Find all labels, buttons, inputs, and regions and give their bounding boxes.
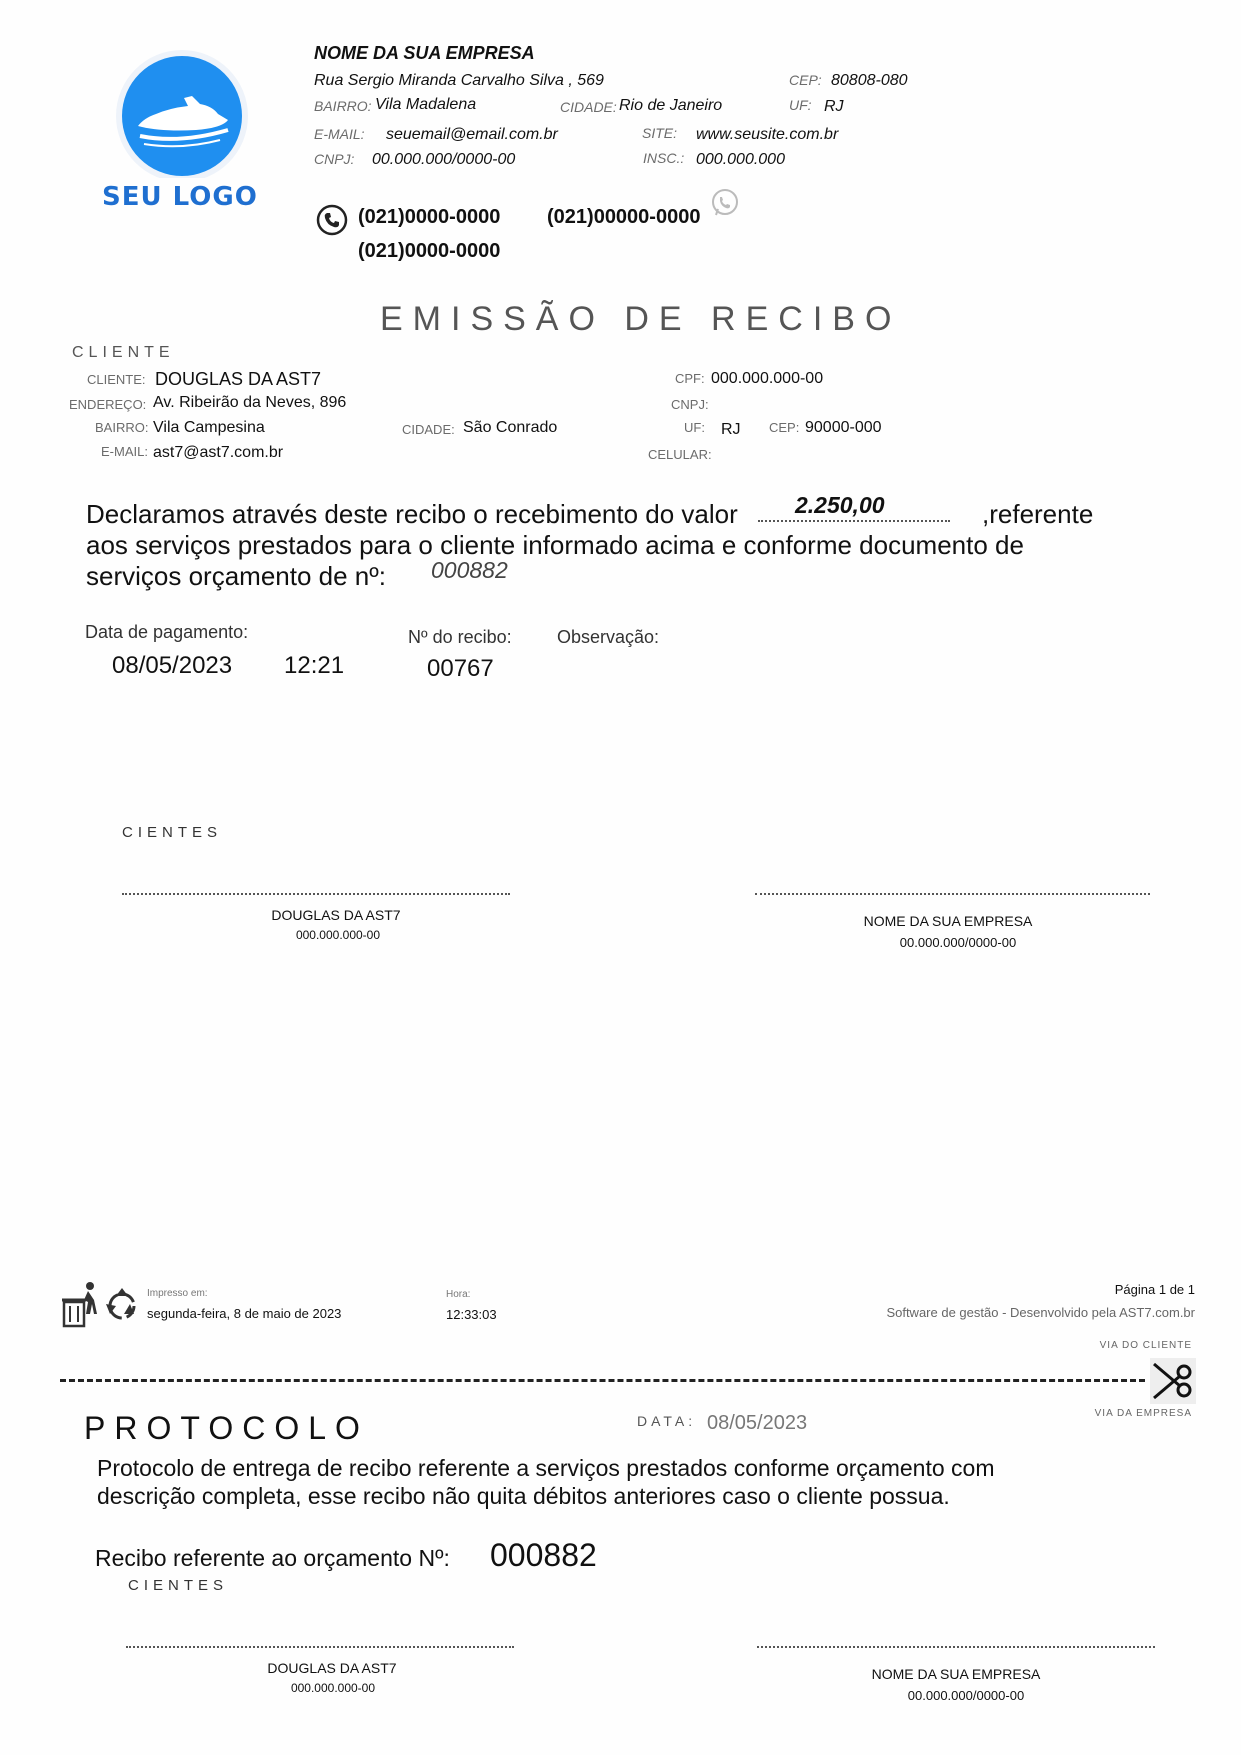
printed-label: Impresso em: <box>147 1288 208 1299</box>
client-uf-label: UF: <box>684 420 705 435</box>
protocol-client-signature-line <box>126 1646 514 1648</box>
receipt-number: 00767 <box>427 655 494 682</box>
declaration-line2: aos serviços prestados para o cliente informado acima e conforme documento de <box>86 530 1024 560</box>
whatsapp-icon <box>710 188 740 218</box>
company-cidade: Rio de Janeiro <box>619 97 723 114</box>
client-name-label: CLIENTE: <box>87 372 146 387</box>
company-email: seuemail@email.com.br <box>386 126 558 143</box>
client-cnpj-label: CNPJ: <box>671 397 709 412</box>
protocol-text-line2: descrição completa, esse recibo não quita débitos anteriores caso o cliente possua. <box>97 1483 950 1509</box>
client-signature-name: DOUGLAS DA AST7 <box>271 907 401 923</box>
client-section-label: CLIENTE <box>72 344 175 361</box>
protocol-date: 08/05/2023 <box>707 1412 808 1434</box>
company-cep: 80808-080 <box>831 72 908 89</box>
client-cep-label: CEP: <box>769 420 800 435</box>
payment-date: 08/05/2023 <box>112 652 233 679</box>
phone-2: (021)00000-0000 <box>547 206 701 228</box>
client-cep: 90000-000 <box>805 419 882 436</box>
company-bairro-label: BAIRRO: <box>314 98 372 114</box>
receipt-number-label: Nº do recibo: <box>408 627 512 647</box>
client-cidade-label: CIDADE: <box>402 422 455 437</box>
declaration-orcamento: 000882 <box>431 557 508 583</box>
client-address: Av. Ribeirão da Neves, 896 <box>153 394 347 411</box>
company-site-label: SITE: <box>642 125 678 141</box>
trash-recycle-icon <box>60 1280 142 1330</box>
observation-label: Observação: <box>557 627 660 647</box>
protocol-orc-label: Recibo referente ao orçamento Nº: <box>95 1545 450 1571</box>
page-indicator: Página 1 de 1 <box>1114 1282 1195 1297</box>
payment-time: 12:21 <box>284 652 345 679</box>
company-site: www.seusite.com.br <box>696 126 839 143</box>
logo-text: SEU LOGO <box>102 182 258 212</box>
phone-1: (021)0000-0000 <box>358 206 501 228</box>
client-signature-line <box>122 893 510 895</box>
company-address: Rua Sergio Miranda Carvalho Silva , 569 <box>314 72 604 89</box>
protocol-company-name: NOME DA SUA EMPRESA <box>871 1666 1041 1682</box>
cientes-label: CIENTES <box>122 824 223 841</box>
company-logo <box>100 48 260 228</box>
scissors-icon <box>1150 1358 1196 1404</box>
company-cep-label: CEP: <box>789 72 822 88</box>
protocol-client-doc: 000.000.000-00 <box>290 1681 376 1695</box>
company-bairro: Vila Madalena <box>375 96 477 113</box>
declaration-referente: ,referente <box>982 499 1094 529</box>
client-cidade: São Conrado <box>463 419 558 436</box>
company-signature-doc: 00.000.000/0000-00 <box>899 935 1017 950</box>
payment-date-label: Data de pagamento: <box>85 622 249 642</box>
cut-line <box>60 1379 1145 1382</box>
company-name: NOME DA SUA EMPRESA <box>314 43 535 63</box>
protocol-date-label: DATA: <box>637 1413 697 1429</box>
company-uf: RJ <box>824 98 844 115</box>
phone-icon <box>316 204 348 236</box>
client-bairro: Vila Campesina <box>153 419 265 436</box>
protocol-client-name: DOUGLAS DA AST7 <box>267 1660 397 1676</box>
value-dotted-line <box>758 520 950 522</box>
declaration-line1: Declaramos através deste recibo o recebimento do valor <box>86 499 738 529</box>
declaration-line3: serviços orçamento de nº: <box>86 561 386 591</box>
declaration-value: 2.250,00 <box>795 492 885 518</box>
protocol-text-line1: Protocolo de entrega de recibo referente a serviços prestados conforme orçamento com <box>97 1455 995 1481</box>
company-cnpj: 00.000.000/0000-00 <box>372 151 516 168</box>
client-email: ast7@ast7.com.br <box>153 444 284 461</box>
company-cidade-label: CIDADE: <box>560 99 617 115</box>
jet-ski-logo-icon <box>100 48 260 178</box>
company-signature-name: NOME DA SUA EMPRESA <box>863 913 1033 929</box>
client-uf: RJ <box>721 421 741 438</box>
client-cpf: 000.000.000-00 <box>711 370 824 387</box>
client-bairro-label: BAIRRO: <box>95 420 149 435</box>
hour-label: Hora: <box>446 1289 471 1300</box>
protocol-cientes-label: CIENTES <box>128 1577 229 1594</box>
client-cpf-label: CPF: <box>675 371 705 386</box>
software-credit: Software de gestão - Desenvolvido pela AST7.com.br <box>886 1305 1195 1320</box>
company-signature-line <box>755 893 1150 895</box>
client-address-label: ENDEREÇO: <box>69 397 147 412</box>
protocol-title: PROTOCOLO <box>84 1410 369 1446</box>
printed-date: segunda-feira, 8 de maio de 2023 <box>147 1306 342 1321</box>
client-signature-doc: 000.000.000-00 <box>295 928 381 942</box>
company-cnpj-label: CNPJ: <box>314 151 355 167</box>
printed-hour: 12:33:03 <box>446 1307 497 1322</box>
company-insc: 000.000.000 <box>696 151 785 168</box>
company-email-label: E-MAIL: <box>314 126 365 142</box>
protocol-company-signature-line <box>757 1646 1155 1648</box>
client-celular-label: CELULAR: <box>648 447 712 462</box>
protocol-company-doc: 00.000.000/0000-00 <box>907 1688 1025 1703</box>
receipt-title: EMISSÃO DE RECIBO <box>380 300 902 338</box>
client-email-label: E-MAIL: <box>101 444 148 459</box>
phone-3: (021)0000-0000 <box>358 240 501 262</box>
client-name: DOUGLAS DA AST7 <box>155 369 322 389</box>
via-empresa-label: VIA DA EMPRESA <box>1094 1408 1192 1419</box>
company-insc-label: INSC.: <box>643 150 685 166</box>
protocol-orc-number: 000882 <box>490 1537 597 1573</box>
via-cliente-label: VIA DO CLIENTE <box>1099 1340 1192 1351</box>
company-uf-label: UF: <box>789 97 812 113</box>
